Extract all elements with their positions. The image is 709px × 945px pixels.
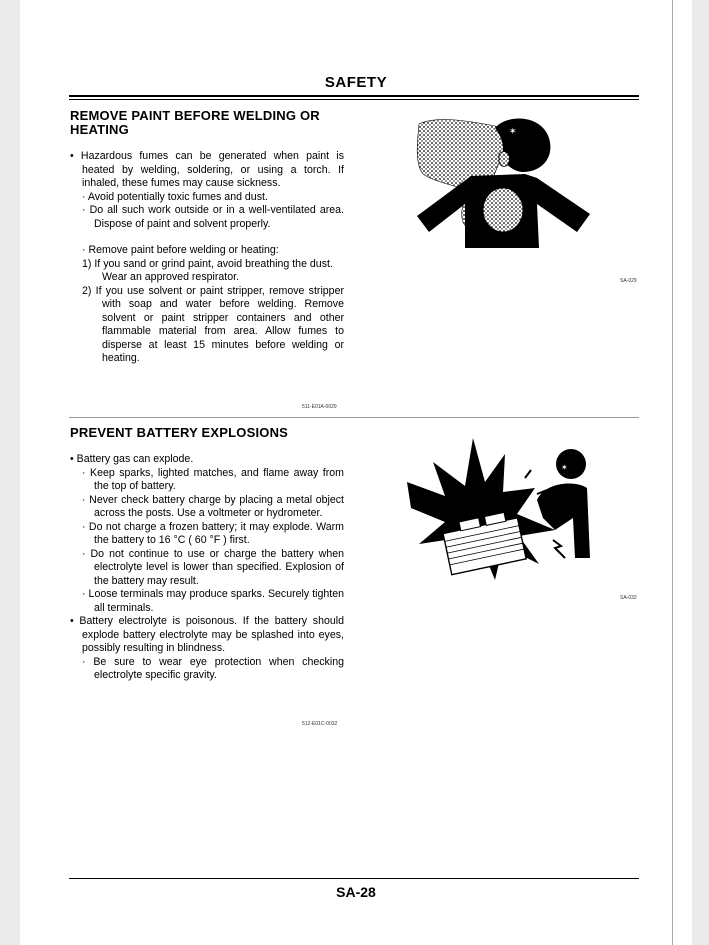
figure-code: SA-032 xyxy=(620,595,637,601)
bullet-item: · Remove paint before welding or heating: xyxy=(82,244,279,256)
bullet-item: · Avoid potentially toxic fumes and dust. xyxy=(82,190,268,203)
section-body-paint xyxy=(70,150,344,366)
bullet-item: 1) If you sand or grind paint, avoid breathing the dust. xyxy=(82,257,333,270)
bullet-item: 2) If you use solvent or paint stripper, remove stripper with soap and water before welding. Remove solvent or paint stripper containers and other flammable material from area. Allow fumes to disperse at least 15 minutes before welding or heating. xyxy=(82,284,344,364)
section-code: 512-E01C-0032 xyxy=(302,721,338,727)
header-rule-thin xyxy=(69,99,639,100)
section-body-battery xyxy=(70,453,344,683)
section-divider xyxy=(69,417,639,418)
section-heading-battery: PREVENT BATTERY EXPLOSIONS xyxy=(70,425,289,440)
page-title: SAFETY xyxy=(324,74,388,91)
manual-page xyxy=(20,0,692,945)
bullet-item: • Hazardous fumes can be generated when paint is heated by welding, soldering, or using a torch. If inhaled, these fumes may cause sickness. xyxy=(70,150,344,189)
bullet-item: · Do not charge a frozen battery; it may explode. Warm the battery to 16 °C ( 60 °F ) first. xyxy=(82,520,344,546)
section-heading-paint: REMOVE PAINT BEFORE WELDING OR HEATING xyxy=(70,108,320,137)
page-edge xyxy=(672,0,673,945)
svg-text:✶: ✶ xyxy=(509,127,517,137)
bullet-item: · Be sure to wear eye protection when checking electrolyte specific gravity. xyxy=(82,655,344,681)
bullet-item: Wear an approved respirator. xyxy=(102,271,240,283)
bullet-item: · Keep sparks, lighted matches, and flame away from the top of battery. xyxy=(82,466,344,492)
bullet-item: · Do not continue to use or charge the battery when electrolyte level is lower than specified. Explosion of the battery may result. xyxy=(82,547,344,587)
bullet-item: · Loose terminals may produce sparks. Securely tighten all terminals. xyxy=(82,588,344,614)
bullet-item: • Battery gas can explode. xyxy=(70,453,194,465)
bullet-item: · Do all such work outside or in a well-ventilated area. Dispose of paint and solvent properly. xyxy=(82,204,344,230)
svg-text:✶: ✶ xyxy=(561,463,568,472)
fumes-inhalation-icon xyxy=(415,114,590,249)
header-rule xyxy=(69,95,639,97)
paragraph-gap xyxy=(70,231,344,244)
figure-code: SA-029 xyxy=(620,278,637,284)
page-number: SA-28 xyxy=(336,884,376,900)
section-code: 511-E01A-0029 xyxy=(302,404,337,410)
bullet-item: • Battery electrolyte is poisonous. If the battery should explode battery electrolyte may be splashed into eyes, possibly resulting in blindness. xyxy=(70,615,344,654)
bullet-item: · Never check battery charge by placing a metal object across the posts. Use a voltmeter or hydrometer. xyxy=(82,493,344,519)
battery-explosion-icon xyxy=(405,434,590,584)
footer-rule xyxy=(69,878,639,879)
